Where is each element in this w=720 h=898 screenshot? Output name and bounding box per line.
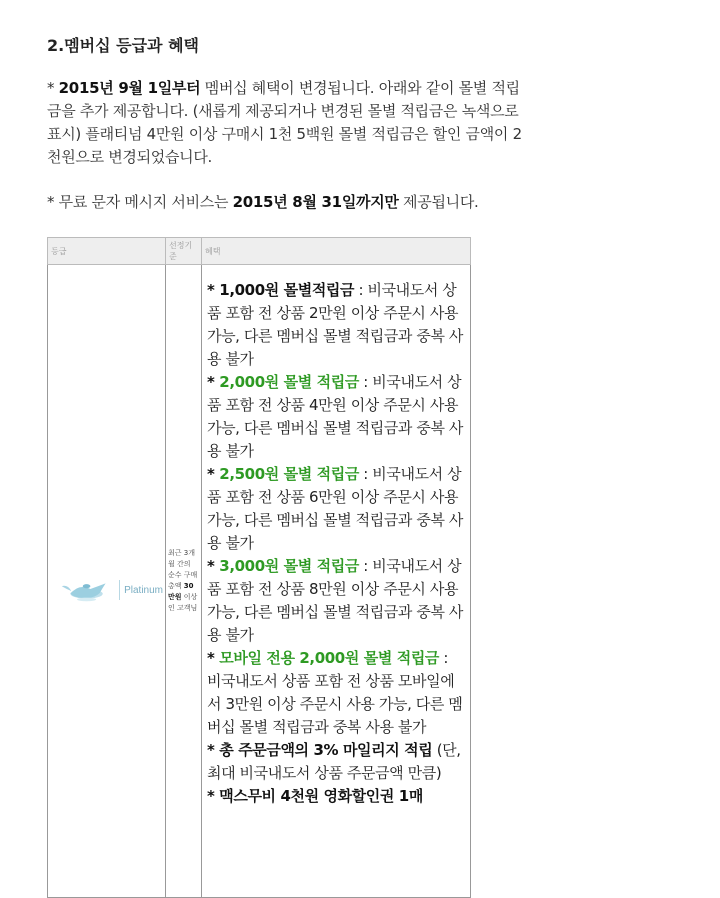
notice-sms-date: 2015년 8월 31일까지만 [232, 193, 399, 211]
notice-sms-prefix: * 무료 문자 메시지 서비스는 [47, 193, 233, 211]
notice-change-text: 멤버십 혜택이 변경됩니다. 아래와 같이 몰별 적립금을 추가 제공합니다. (새롭게 제공되거나 변경된 몰별 적립금은 녹색으로 표시) 플래티넘 4만원 이상 구매시 1천 5백원 몰별 적립금은 할인 금액이 2천원으로 변경되었습니다. [47, 79, 522, 166]
benefit-desc: : 비국내도서 상품 포함 전 상품 4만원 이상 주문시 사용 가능, 다른 멤버십 몰별 적립금과 중복 사용 불가 [207, 373, 464, 460]
benefit-item [207, 739, 466, 785]
benefit-title: 2,500원 몰별 적립금 [219, 465, 359, 483]
benefit-bullet: * [207, 787, 220, 805]
membership-table [47, 237, 471, 898]
benefit-item [207, 371, 466, 463]
benefit-item [207, 555, 466, 647]
notice-change [47, 77, 527, 169]
benefit-title: 2,000원 몰별 적립금 [219, 373, 359, 391]
benefit-item [207, 279, 466, 371]
benefit-bullet: * [207, 281, 220, 299]
benefit-bullet: * [207, 557, 220, 575]
header-benefits: 혜택 [202, 238, 471, 265]
benefit-item [207, 785, 466, 808]
benefit-item [207, 463, 466, 555]
grade-cell [48, 265, 166, 898]
criteria-amount: 30만원 [168, 582, 194, 601]
notice-change-prefix: * [47, 79, 59, 97]
benefit-bullet: * [207, 741, 220, 759]
benefit-bullet: * [207, 465, 220, 483]
benefit-desc: : 비국내도서 상품 포함 전 상품 8만원 이상 주문시 사용 가능, 다른 멤버십 몰별 적립금과 중복 사용 불가 [207, 557, 464, 644]
notice-sms-text: 제공됩니다. [398, 193, 479, 211]
benefit-title: 모바일 전용 2,000원 몰별 적립금 [219, 649, 440, 667]
benefit-title: 맥스무비 4천원 영화할인권 1매 [219, 787, 423, 805]
logo-divider [119, 580, 120, 600]
section-heading: 2.멤버십 등급과 혜택 [47, 36, 199, 55]
table-row [48, 265, 471, 898]
benefit-title: 1,000원 몰별적립금 [219, 281, 355, 299]
platinum-logo [58, 575, 163, 605]
benefit-title: 3,000원 몰별 적립금 [219, 557, 359, 575]
benefit-desc: : 비국내도서 상품 포함 전 상품 2만원 이상 주문시 사용 가능, 다른 멤버십 몰별 적립금과 중복 사용 불가 [207, 281, 464, 368]
criteria-text: 최근 3개월 간의 순수 구매총액 [168, 549, 198, 590]
table-header-row [48, 238, 471, 265]
notice-sms [47, 191, 527, 214]
notice-change-date: 2015년 9월 1일부터 [58, 79, 201, 97]
criteria-cell [166, 265, 202, 898]
benefits-cell [202, 265, 471, 898]
benefit-bullet: * [207, 649, 220, 667]
benefit-desc: : 비국내도서 상품 포함 전 상품 모바일에서 3만원 이상 주문시 사용 가능, 다른 멤버십 몰별 적립금과 중복 사용 불가 [207, 649, 463, 736]
benefit-bullet: * [207, 373, 220, 391]
criteria-text-end: 이상인 고객님 [168, 593, 198, 612]
benefit-item [207, 647, 466, 739]
header-criteria: 선정기준 [166, 238, 202, 265]
benefit-desc: : 비국내도서 상품 포함 전 상품 6만원 이상 주문시 사용 가능, 다른 멤버십 몰별 적립금과 중복 사용 불가 [207, 465, 464, 552]
header-grade: 등급 [48, 238, 166, 265]
magic-lamp-icon [58, 577, 115, 603]
benefit-title: 총 주문금액의 3% 마일리지 적립 [219, 741, 433, 759]
benefit-desc: (단, 최대 비국내도서 상품 주문금액 만큼) [207, 741, 461, 782]
grade-name: Platinum [124, 584, 163, 596]
